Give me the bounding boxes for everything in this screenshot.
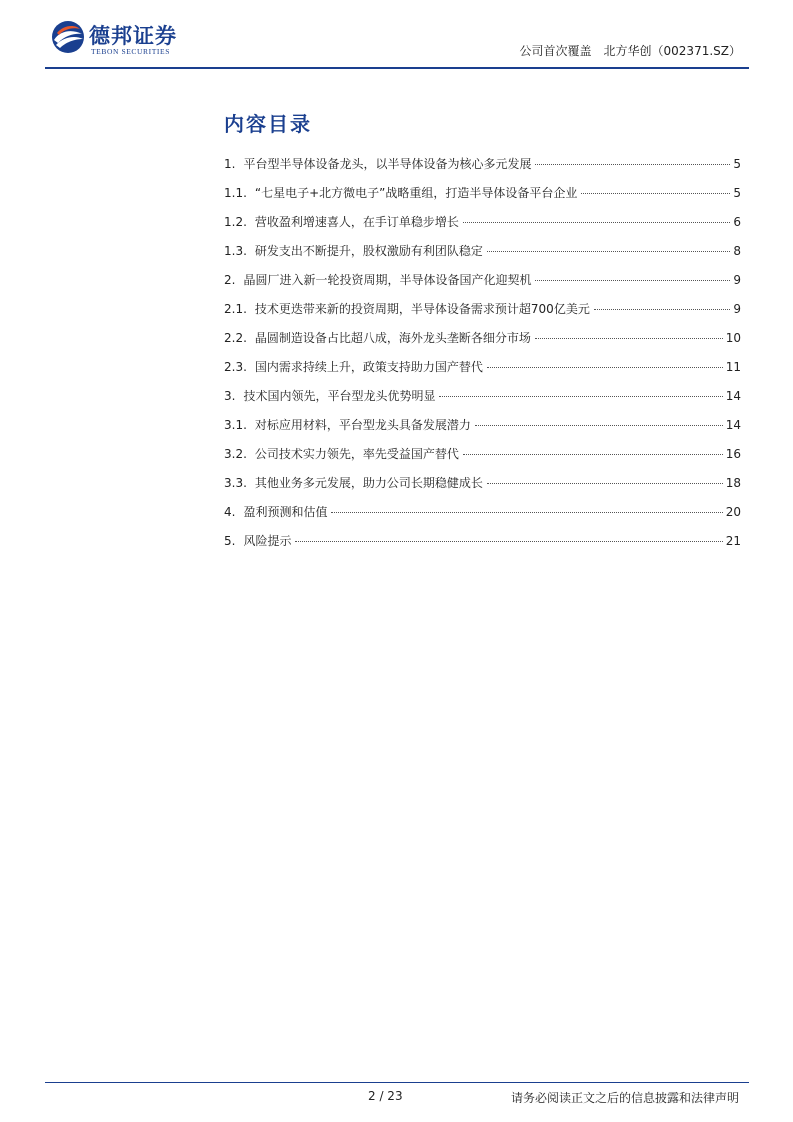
toc-entry-text: 公司技术实力领先，率先受益国产替代 bbox=[254, 447, 459, 461]
toc-entry-page: 10 bbox=[725, 331, 741, 345]
toc-entry[interactable] bbox=[224, 208, 741, 237]
toc-dot-leader bbox=[487, 251, 730, 252]
toc-entry-number: 2.2. bbox=[224, 331, 247, 345]
header-report-info bbox=[520, 42, 741, 59]
toc-entry-text: 风险提示 bbox=[243, 534, 292, 548]
toc-entry-number: 2. bbox=[224, 273, 236, 287]
toc-entry[interactable] bbox=[224, 237, 741, 266]
table-of-contents bbox=[224, 150, 741, 556]
toc-entry[interactable] bbox=[224, 527, 741, 556]
footer-disclaimer: 请务必阅读正文之后的信息披露和法律声明 bbox=[510, 1091, 739, 1105]
report-type: 公司首次覆盖 bbox=[519, 44, 592, 58]
toc-dot-leader bbox=[463, 222, 730, 223]
toc-entry-page: 8 bbox=[733, 244, 741, 258]
logo-chinese-name: 德邦证券 bbox=[89, 23, 177, 48]
toc-dot-leader bbox=[535, 164, 730, 165]
toc-dot-leader bbox=[487, 483, 723, 484]
toc-entry-number: 1.1. bbox=[224, 186, 247, 200]
toc-entry-text: 技术更迭带来新的投资周期，半导体设备需求预计超700亿美元 bbox=[254, 302, 590, 316]
toc-entry-text: 盈利预测和估值 bbox=[243, 505, 328, 519]
toc-entry-text: 技术国内领先，平台型龙头优势明显 bbox=[243, 389, 436, 403]
toc-entry-number: 1.3. bbox=[224, 244, 247, 258]
logo-english-name: TEBON SECURITIES bbox=[91, 47, 170, 56]
toc-entry-number: 5. bbox=[224, 534, 236, 548]
toc-dot-leader bbox=[594, 309, 731, 310]
toc-entry-text: 营收盈利增速喜人，在手订单稳步增长 bbox=[254, 215, 459, 229]
toc-entry-text: 晶圆制造设备占比超八成，海外龙头垄断各细分市场 bbox=[254, 331, 531, 345]
toc-entry-page: 6 bbox=[733, 215, 741, 229]
toc-entry-page: 14 bbox=[725, 418, 741, 432]
toc-entry-number: 1.2. bbox=[224, 215, 247, 229]
toc-entry-number: 1. bbox=[224, 157, 236, 171]
header-divider bbox=[45, 67, 749, 69]
toc-dot-leader bbox=[463, 454, 723, 455]
toc-entry[interactable] bbox=[224, 498, 741, 527]
company-name: 北方华创（002371.SZ） bbox=[603, 44, 741, 58]
toc-entry-text: “七星电子+北方微电子”战略重组，打造半导体设备平台企业 bbox=[254, 186, 578, 200]
toc-entry-page: 11 bbox=[725, 360, 741, 374]
toc-entry-page: 5 bbox=[733, 157, 741, 171]
page-header bbox=[45, 14, 749, 68]
toc-entry-number: 2.3. bbox=[224, 360, 247, 374]
toc-entry-text: 平台型半导体设备龙头，以半导体设备为核心多元发展 bbox=[243, 157, 532, 171]
toc-entry[interactable] bbox=[224, 266, 741, 295]
toc-entry-text: 研发支出不断提升，股权激励有利团队稳定 bbox=[254, 244, 483, 258]
toc-entry-page: 16 bbox=[725, 447, 741, 461]
toc-title: 内容目录 bbox=[224, 112, 312, 136]
toc-entry[interactable] bbox=[224, 295, 741, 324]
toc-entry[interactable] bbox=[224, 382, 741, 411]
toc-dot-leader bbox=[581, 193, 730, 194]
toc-entry-page: 9 bbox=[733, 273, 741, 287]
toc-entry-page: 21 bbox=[725, 534, 741, 548]
toc-entry-number: 3.3. bbox=[224, 476, 247, 490]
tebon-logo-icon bbox=[51, 20, 85, 54]
footer-divider bbox=[45, 1082, 749, 1083]
toc-entry-text: 其他业务多元发展，助力公司长期稳健成长 bbox=[254, 476, 483, 490]
toc-entry[interactable] bbox=[224, 469, 741, 498]
toc-entry-page: 5 bbox=[733, 186, 741, 200]
toc-dot-leader bbox=[487, 367, 723, 368]
page-number: 2 / 23 bbox=[368, 1089, 403, 1103]
toc-entry[interactable] bbox=[224, 440, 741, 469]
toc-entry-number: 4. bbox=[224, 505, 236, 519]
toc-entry[interactable] bbox=[224, 179, 741, 208]
toc-entry-page: 18 bbox=[725, 476, 741, 490]
toc-entry-text: 对标应用材料，平台型龙头具备发展潜力 bbox=[254, 418, 471, 432]
toc-entry-number: 2.1. bbox=[224, 302, 247, 316]
toc-entry-page: 20 bbox=[725, 505, 741, 519]
toc-entry-text: 国内需求持续上升，政策支持助力国产替代 bbox=[254, 360, 483, 374]
toc-entry[interactable] bbox=[224, 353, 741, 382]
toc-dot-leader bbox=[331, 512, 722, 513]
toc-entry[interactable] bbox=[224, 324, 741, 353]
toc-entry[interactable] bbox=[224, 411, 741, 440]
toc-dot-leader bbox=[535, 338, 723, 339]
toc-entry-page: 9 bbox=[733, 302, 741, 316]
toc-entry[interactable] bbox=[224, 150, 741, 179]
toc-entry-number: 3.2. bbox=[224, 447, 247, 461]
toc-dot-leader bbox=[475, 425, 723, 426]
toc-dot-leader bbox=[535, 280, 730, 281]
toc-dot-leader bbox=[439, 396, 722, 397]
company-logo bbox=[51, 18, 231, 60]
toc-dot-leader bbox=[295, 541, 722, 542]
toc-entry-number: 3. bbox=[224, 389, 236, 403]
toc-entry-page: 14 bbox=[725, 389, 741, 403]
toc-entry-number: 3.1. bbox=[224, 418, 247, 432]
toc-entry-text: 晶圆厂进入新一轮投资周期，半导体设备国产化迎契机 bbox=[243, 273, 532, 287]
